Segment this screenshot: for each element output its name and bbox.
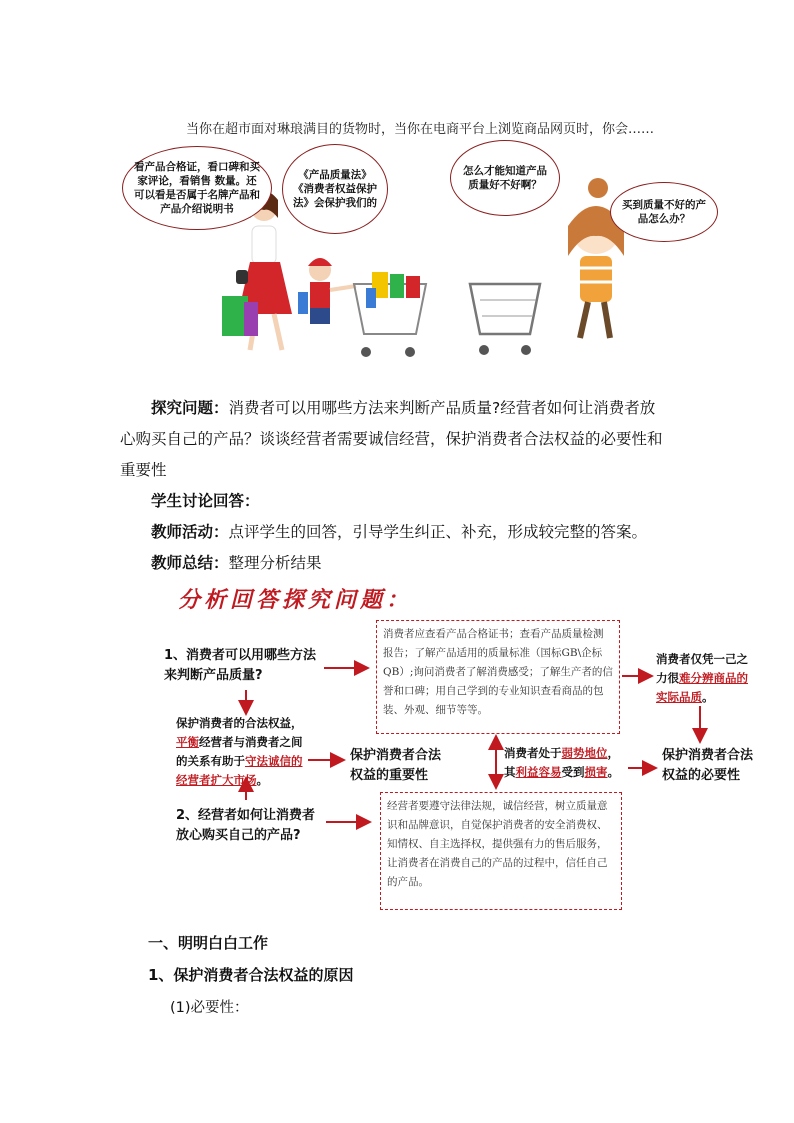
mid-sep: ，其 bbox=[504, 746, 619, 779]
left-explanation bbox=[176, 714, 310, 790]
right-explanation bbox=[656, 650, 754, 707]
section-heading-2: 1、保护消费者合法权益的原因 bbox=[148, 966, 354, 984]
answer-box-2: 经营者要遵守法律法规，诚信经营，树立质量意识和品牌意识，自觉保护消费者的安全消费权、知情权、自主选择权，提供强有力的售后服务，让消费者在消费自己的产品的过程中，信任自己的产品。 bbox=[380, 792, 622, 910]
left-pre: 保护消费者的合法权益， bbox=[176, 716, 303, 730]
necessity-label: 保护消费者合法权益的必要性 bbox=[662, 748, 754, 783]
question-1: 1、消费者可以用哪些方法来判断产品质量? bbox=[164, 648, 317, 683]
speech-bubble-boy: 《产品质量法》《消费者权益保护法》会保护我们的 bbox=[282, 144, 388, 234]
section-heading-3: (1)必要性： bbox=[170, 1000, 249, 1016]
right-red: 难分辨商品的实际品质 bbox=[656, 671, 748, 704]
inquiry-line1: 消费者可以用哪些方法来判断产品质量?经营者如何让消费者放 bbox=[228, 399, 656, 417]
right-post: 。 bbox=[702, 690, 714, 704]
mid-mid: 受到 bbox=[561, 765, 585, 779]
mid-red-2: 利益容易 bbox=[515, 765, 562, 779]
mid-post: 。 bbox=[607, 765, 619, 779]
left-mid: 经营者与消费者之间的关系有助于 bbox=[176, 735, 303, 768]
inquiry-line2: 心购买自己的产品？谈谈经营者需要诚信经营，保护消费者合法权益的必要性和 bbox=[120, 430, 663, 448]
mid-pre: 消费者处于 bbox=[504, 746, 562, 760]
section-heading-1: 一、明明白白工作 bbox=[148, 934, 269, 952]
inquiry-label: 探究问题： bbox=[151, 399, 229, 417]
mid-red-3: 损害 bbox=[584, 765, 608, 779]
answer-box-1: 消费者应查看产品合格证书；查看产品质量检测报告；了解产品适用的质量标准（国标GB\企标QB）;询问消费者了解消费感受；了解生产者的信誉和口碑；用自己学到的专业知识查看商品的包装、外观、细节等等。 bbox=[376, 620, 620, 734]
question-2: 2、经营者如何让消费者放心购买自己的产品? bbox=[176, 808, 316, 843]
speech-bubble-woman: 看产品合格证，看口碑和买家评论，看销售 数量。还可以看是否属于名牌产品和产品介绍说明书 bbox=[122, 146, 272, 230]
analysis-title: 分析回答探究问题： bbox=[178, 587, 413, 613]
teacher-text: 点评学生的回答，引导学生纠正、补充，形成较完整的答案。 bbox=[228, 523, 648, 541]
middle-explanation bbox=[504, 744, 628, 782]
left-red-1: 平衡 bbox=[176, 735, 199, 749]
left-red-2: 守法诚信的经营者扩大市场 bbox=[176, 754, 303, 787]
teacher-label: 教师活动： bbox=[151, 523, 229, 541]
speech-bubble-girl-question: 怎么才能知道产品质量好不好啊？ bbox=[450, 140, 560, 216]
summary-text: 整理分析结果 bbox=[228, 554, 322, 572]
inquiry-line3: 重要性 bbox=[120, 461, 167, 479]
right-pre: 消费者仅凭一己之力很 bbox=[656, 652, 748, 685]
discuss-label: 学生讨论回答： bbox=[151, 492, 260, 510]
summary-label: 教师总结： bbox=[151, 554, 229, 572]
illustration-caption: 当你在超市面对琳琅满目的货物时，当你在电商平台上浏览商品网页时，你会…… bbox=[186, 122, 655, 137]
mid-red-1: 弱势地位 bbox=[561, 746, 608, 760]
importance-label: 保护消费者合法权益的重要性 bbox=[350, 748, 442, 783]
speech-bubble-girl-worry: 买到质量不好的产品怎么办？ bbox=[610, 182, 718, 242]
left-post: 。 bbox=[256, 773, 268, 787]
